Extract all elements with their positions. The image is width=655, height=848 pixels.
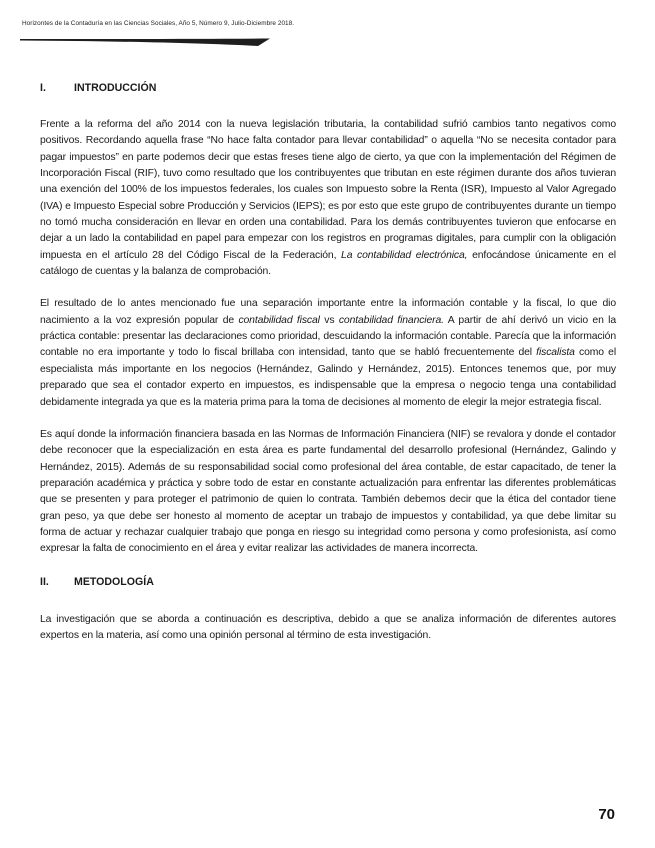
italic-term: contabilidad financiera. [338, 314, 444, 326]
italic-term: La contabilidad electrónica, [341, 249, 468, 261]
paragraph-text: A partir de ahí derivó un vicio en la práctica contable: presentar las declaraciones como prioridad, descuidando la información contable. Parecía que la información contable no era importante y todo lo fiscal brillaba con intensidad, tanto que se habló frecuentemente del [40, 314, 616, 359]
paragraph-text: enfocándose únicamente en el catálogo de cuentas y la balanza de comprobación. [40, 249, 616, 278]
paragraph-text: vs [319, 314, 339, 326]
italic-term: contabilidad fiscal [238, 314, 320, 326]
paragraph-2 [40, 296, 616, 410]
section-number: II. [40, 575, 49, 588]
paragraph-4: La investigación que se aborda a continuación es descriptiva, debido a que se analiza información de diferentes autores expertos en la materia, así como una opinión personal al término de esta investigación. [40, 613, 616, 641]
running-header: Horizontes de la Contaduría en las Ciencias Sociales, Año 5, Número 9, Julio-Diciembre 2018. [22, 20, 295, 27]
section-heading-introduccion [40, 82, 616, 96]
article-body [40, 82, 616, 644]
paragraph-text: El resultado de lo antes mencionado fue una separación importante entre la información contable y la fiscal, lo que dio nacimiento a la voz expresión popular de [40, 298, 616, 326]
swoosh-shape [20, 39, 270, 47]
paragraph-text: como el especialista más importante en los negocios (Hernández, Galindo y Hernández, 2015). Entonces tenemos que, por muy preparado que sea el contador experto en impuestos, es indispensable que la empresa o negocio tenga una contabilidad debidamente integrada ya que es la materia prima para la toma de decisiones al momento de elegir la mejor estrategia fiscal. [40, 347, 617, 408]
section-title: INTRODUCCIÓN [74, 82, 157, 94]
section-number: I. [40, 82, 46, 94]
section-title: METODOLOGÍA [74, 575, 154, 588]
paragraph-text: Frente a la reforma del año 2014 con la nueva legislación tributaria, la contabilidad sufrió cambios tanto negativos como positivos. Recordando aquella frase “No hace falta contador para llevar contabilidad” o aquella “No se necesita contador para pagar impuestos” en parte podemos decir que estas freses tiene algo de cierto, ya que con la implementación del Régimen de Incorporación Fiscal (RIF), tuvo como resultado que los contribuyentes que tributan en este régimen durante dos años tuvieran una exención del 100% de los impuestos federales, los cuales son Impuesto sobre la Renta (ISR), Impuesto al Valor Agregado (IVA) e Impuesto Especial sobre Producción y Servicios (IEPS); es por esto que este grupo de contribuyentes durante un tiempo no tomó mucha consideración en llevar en orden una contabilidad. Para los demás contribuyentes tuvieron que enfocarse en dejar a un lado la contabilidad en papel para empezar con los registros en programas digitales, para cumplir con la obligación impuesta en el artículo 28 del Código Fiscal de la Federación, [40, 119, 616, 261]
header-swoosh-decoration [0, 31, 655, 51]
paragraph-1 [40, 117, 616, 280]
italic-term: fiscalista [536, 347, 575, 359]
paragraph-3: Es aquí donde la información financiera basada en las Normas de Información Financiera (NIF) se revalora y donde el contador debe reconocer que la especialización en esta área es parte fundamental del desarrollo profesional (Hernández, Galindo y Hernández, 2015). Además de su responsabilidad social como profesional del área contable, de estar capacitado, de tener la preparación académica y práctica y sobre todo de estar en constante actualización para enfrentar las diferentes problemáticas que se presenten y para proteger el patrimonio de quien lo contrata. También debemos decir que la ética del contador tiene gran peso, ya que debe ser honesto al momento de aceptar un trabajo de impuestos y contabilidad, ya que debe limitar su forma de actuar y rechazar cualquier trabajo que ponga en riesgo su integridad como persona y como profesionista, así como expresar la falta de conocimiento en el área y evitar realizar las actividades de manera incorrecta. [40, 428, 616, 555]
page-number: 70 [598, 806, 615, 823]
section-heading-metodologia [40, 576, 616, 590]
